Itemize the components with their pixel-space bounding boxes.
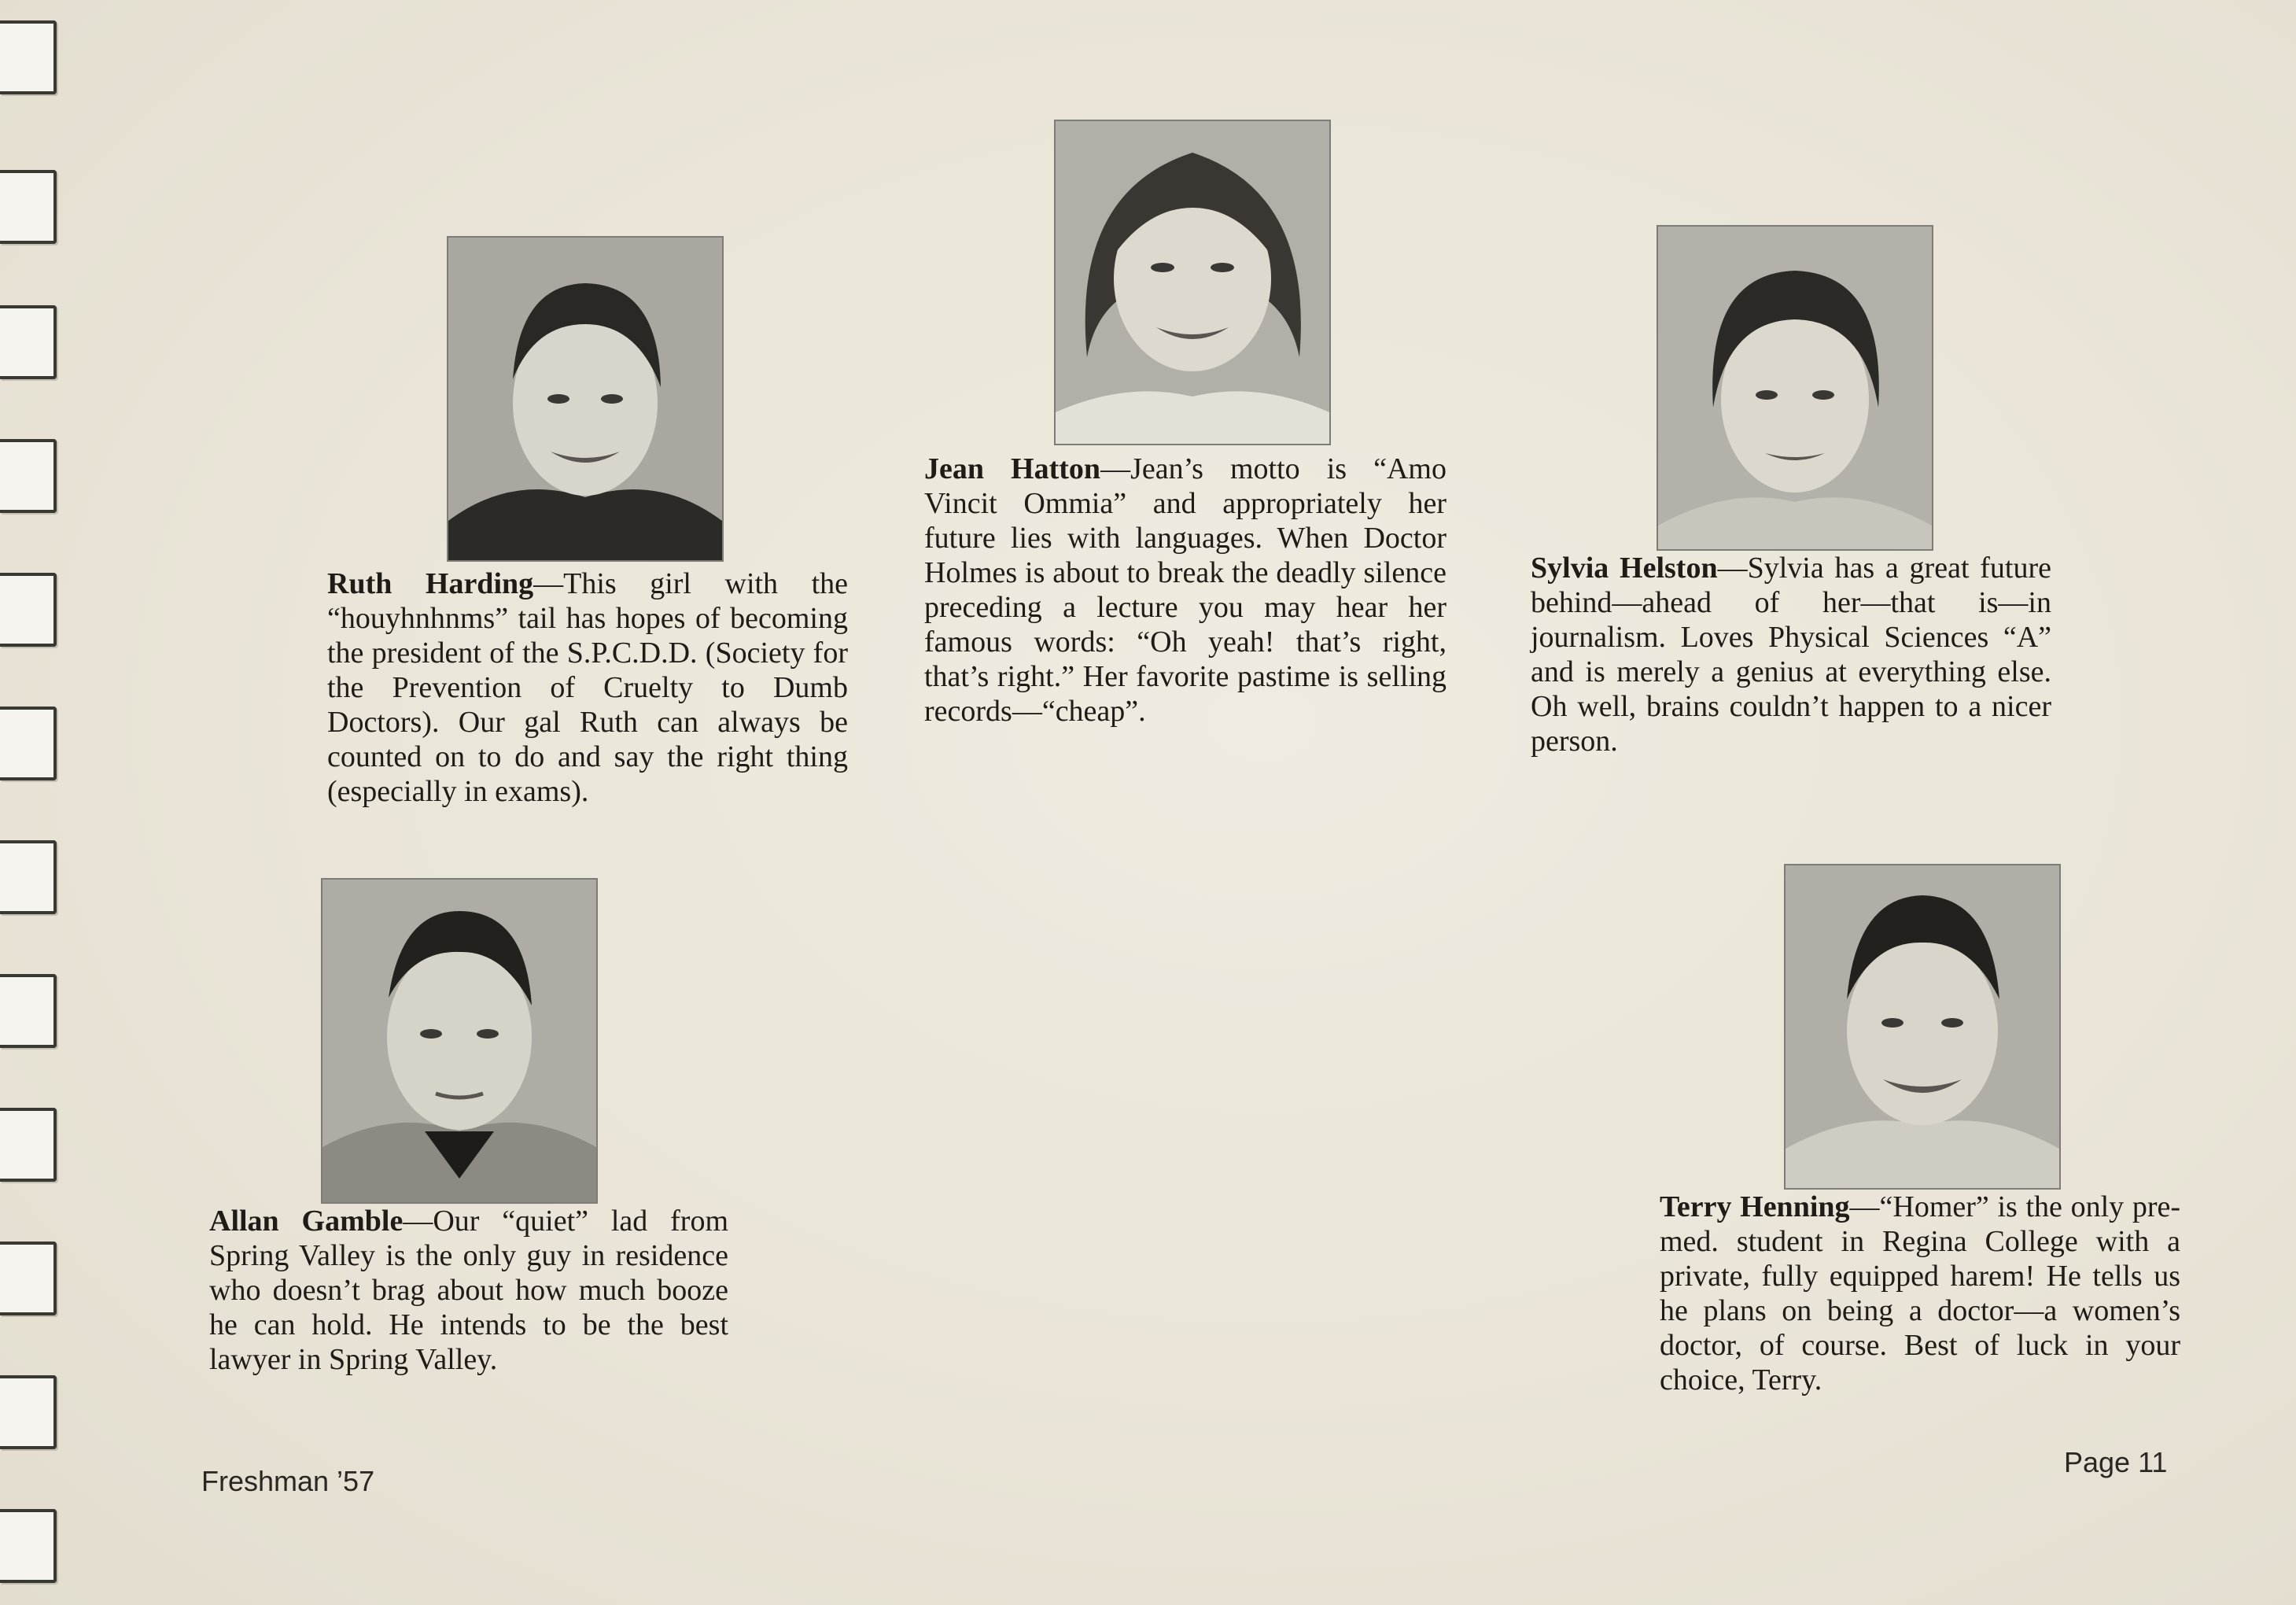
binding-hole — [0, 305, 57, 379]
bio-text: —Jean’s motto is “Amo Vincit Ommia” and appropriately her future lies with languages. When Doctor Holmes is about to break the deadly silence preceding a lecture you may hear her famous words: “Oh yeah! that’s right, that’s right.” Her favorite pastime is selling records—“cheap”. — [924, 452, 1447, 728]
footer-left: Freshman ’57 — [201, 1465, 375, 1497]
page-number: Page 11 — [2064, 1446, 2168, 1478]
binding-hole — [0, 573, 57, 647]
binding-hole — [0, 20, 57, 94]
bio-text: —This girl with the “houyhnhnms” tail has hopes of becoming the president of the S.P.C.D.D. (Society for the Prevention of Cruelty to Dumb Doctors). Our gal Ruth can always be counted on to do and say the right thing (especially in exams). — [327, 567, 848, 808]
portrait-photo — [1657, 225, 1933, 551]
bio-jean-hatton — [924, 452, 1447, 729]
spiral-binding — [0, 0, 63, 1605]
student-name: Terry Henning — [1660, 1190, 1850, 1223]
binding-hole — [0, 1509, 57, 1583]
portrait-photo — [1784, 864, 2061, 1190]
binding-hole — [0, 707, 57, 780]
binding-hole — [0, 1108, 57, 1182]
bio-text: —Sylvia has a great future behind—ahead of her—that is—in journalism. Loves Physical Sciences “A” and is merely a genius at everything else. Oh well, brains couldn’t happen to a nicer person. — [1531, 552, 2052, 758]
portrait-photo — [1054, 120, 1331, 445]
bio-ruth-harding — [327, 566, 848, 809]
binding-hole — [0, 170, 57, 244]
bio-text: —Our “quiet” lad from Spring Valley is the only guy in residence who doesn’t brag about how much booze he can hold. He intends to be the best lawyer in Spring Valley. — [209, 1205, 728, 1376]
student-name: Allan Gamble — [209, 1205, 404, 1238]
bio-text: —“Homer” is the only pre-med. student in Regina College with a private, fully equipped harem! He tells us he plans on being a doctor—a women’s doctor, of course. Best of luck in your choice, Terry. — [1660, 1190, 2180, 1397]
binding-hole — [0, 974, 57, 1048]
bio-sylvia-helston — [1531, 551, 2051, 758]
binding-hole — [0, 1242, 57, 1315]
bio-terry-henning — [1660, 1190, 2180, 1397]
student-name: Sylvia Helston — [1531, 552, 1718, 585]
student-name: Ruth Harding — [327, 567, 534, 600]
bio-allan-gamble — [209, 1204, 728, 1377]
binding-hole — [0, 840, 57, 914]
student-name: Jean Hatton — [924, 452, 1101, 485]
binding-hole — [0, 439, 57, 513]
portrait-photo — [321, 878, 598, 1204]
portrait-photo — [447, 236, 724, 562]
binding-hole — [0, 1375, 57, 1449]
